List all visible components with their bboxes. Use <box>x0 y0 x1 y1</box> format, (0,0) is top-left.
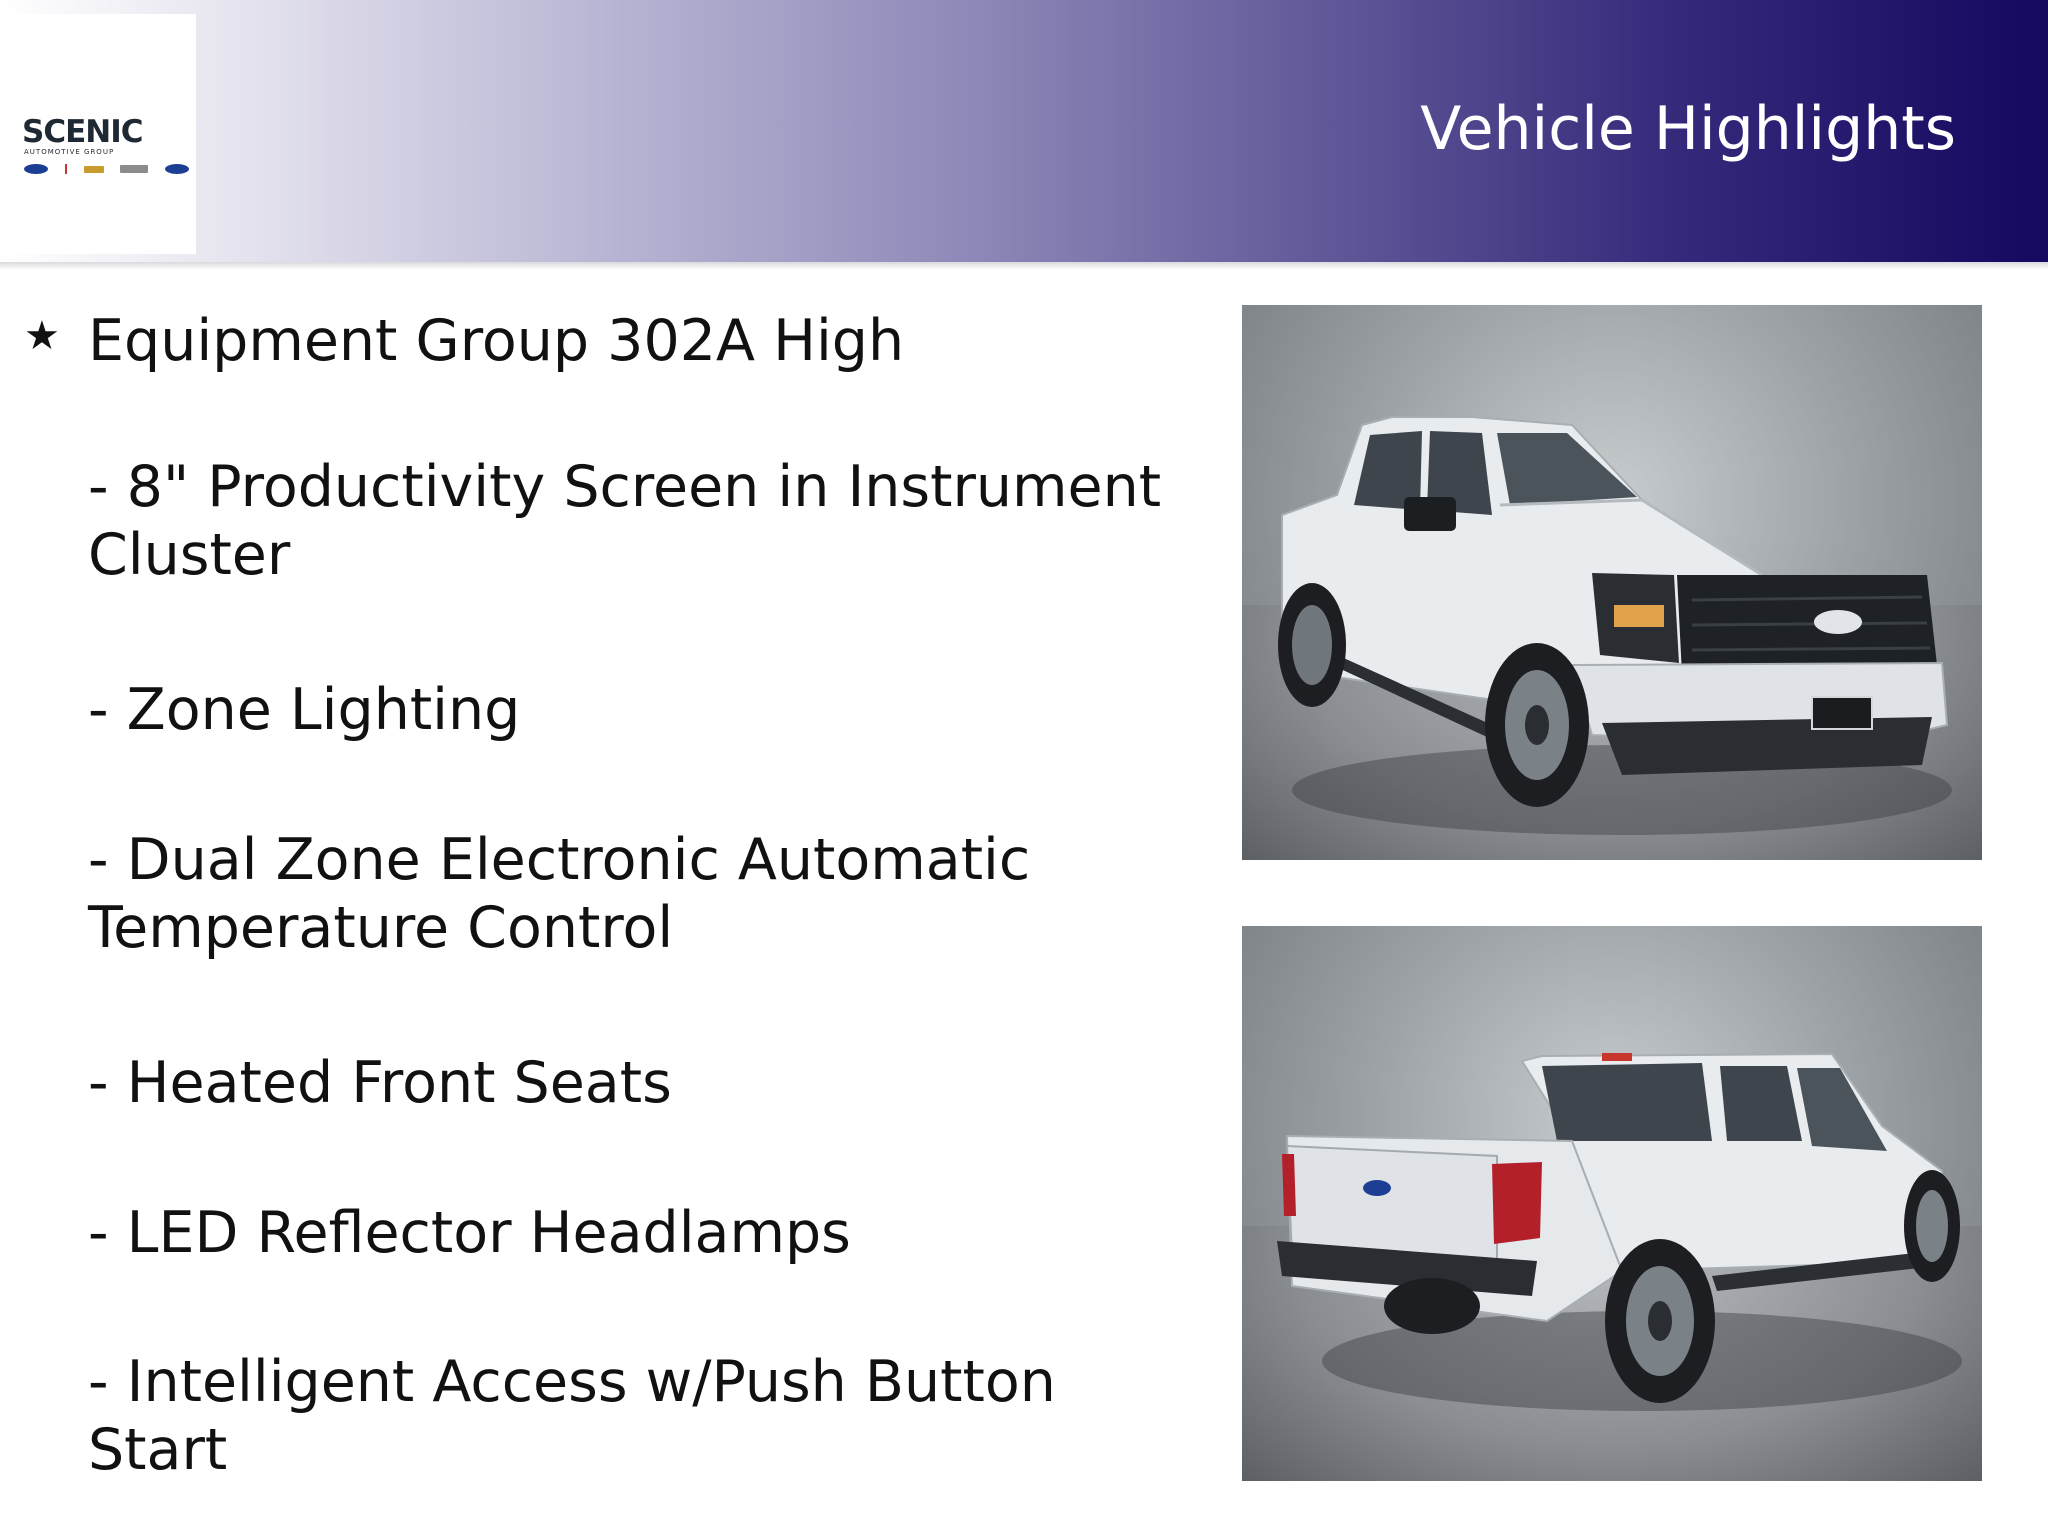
page-title: Vehicle Highlights <box>1420 94 1956 164</box>
brand-divider <box>65 164 67 174</box>
highlight-sub-item: - LED Reflector Headlamps <box>88 1200 851 1266</box>
truck-rear-illustration <box>1242 926 1982 1481</box>
lincoln-icon <box>165 164 189 174</box>
logo-brand-row <box>24 162 189 176</box>
logo-subtitle: AUTOMOTIVE GROUP <box>24 148 115 156</box>
highlight-main-item <box>24 306 904 376</box>
highlight-sub-item: - 8" Productivity Screen in Instrument Cluster <box>88 454 1162 588</box>
gmc-icon <box>120 165 148 173</box>
header-divider <box>0 262 2048 270</box>
logo-wordmark: SCENIC <box>22 114 143 150</box>
truck-front-illustration <box>1242 305 1982 860</box>
truck-front-photo <box>1242 305 1982 860</box>
star-icon: ★ <box>24 313 60 359</box>
ford-oval-icon <box>24 164 48 174</box>
chevrolet-bowtie-icon <box>84 166 104 173</box>
highlight-main-label: Equipment Group 302A High <box>88 308 905 374</box>
dealer-logo <box>0 14 196 254</box>
highlight-sub-item: - Dual Zone Electronic Automatic Temperature Control <box>88 827 1031 961</box>
highlight-sub-item: - Intelligent Access w/Push Button Start <box>88 1349 1056 1483</box>
highlight-sub-item: - Heated Front Seats <box>88 1050 672 1116</box>
truck-rear-photo <box>1242 926 1982 1481</box>
highlight-sub-item: - Zone Lighting <box>88 677 521 743</box>
